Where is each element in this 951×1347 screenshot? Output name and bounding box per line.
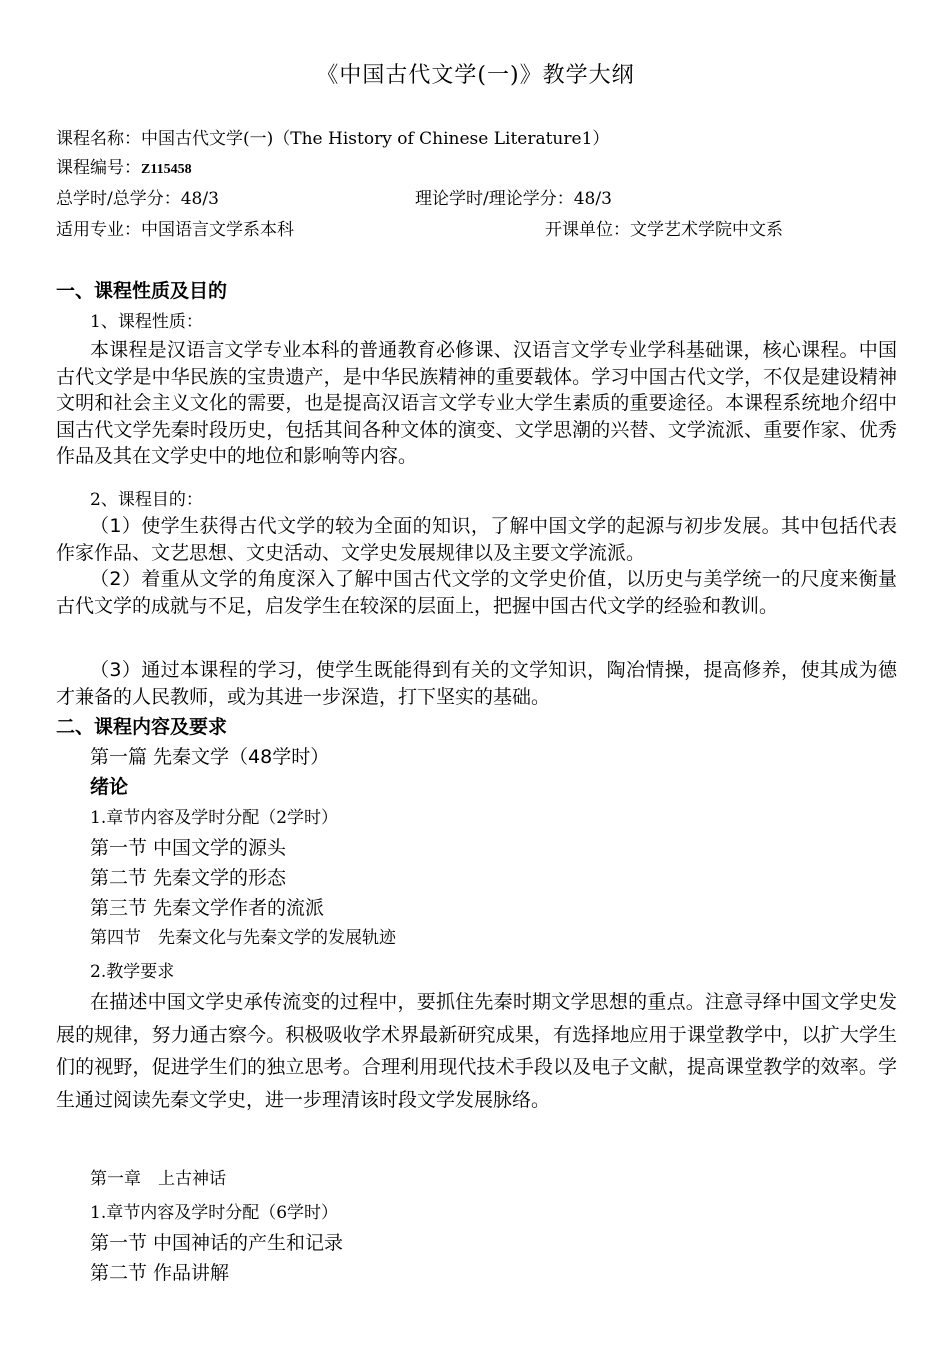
chapter-1-section-2: 第二节 作品讲解 — [90, 1262, 230, 1284]
nature-paragraph: 本课程是汉语言文学专业本科的普通教育必修课、汉语言文学专业学科基础课，核心课程。中国古代文学是中华民族的宝贵遗产，是中华民族精神的重要载体。学习中国古代文学，不仅是建设精神文明和社会主义文化的需要，也是提高汉语言文学专业大学生素质的重要途径。本课程系统地介绍中国古代文学先秦时段历史，包括其间各种文体的演变、文学思潮的兴替、文学流派、重要作家、优秀作品及其在文学史中的地位和影响等内容。 — [56, 339, 897, 467]
intro-heading: 绪论 — [90, 776, 129, 798]
intro-section-4: 第四节 先秦文化与先秦文学的发展轨迹 — [90, 928, 396, 948]
intro-section-3: 第三节 先秦文学作者的流派 — [90, 897, 325, 919]
goal-item-1: （1）使学生获得古代文学的较为全面的知识，了解中国文学的起源与初步发展。其中包括代表作家作品、文艺思想、文史活动、文学史发展规律以及主要文学流派。 — [56, 515, 897, 564]
document-title: 《中国古代文学(一)》教学大纲 — [316, 63, 635, 88]
offering-department: 开课单位：文学艺术学院中文系 — [545, 220, 783, 240]
theory-hours: 理论学时/理论学分：48/3 — [415, 189, 612, 209]
chapter-1-section-1: 第一节 中国神话的产生和记录 — [90, 1232, 344, 1254]
goal-item-3: （3）通过本课程的学习，使学生既能得到有关的文学知识，陶冶情操，提高修养，使其成为德才兼备的人民教师，或为其进一步深造，打下坚实的基础。 — [56, 659, 897, 708]
teaching-requirements-label: 2.教学要求 — [90, 962, 175, 982]
course-name: 课程名称：中国古代文学(一)（The History of Chinese Literature1） — [56, 129, 610, 149]
section-heading-2: 二、课程内容及要求 — [56, 716, 228, 738]
goal-item-2: （2）着重从文学的角度深入了解中国古代文学的文学史价值，以历史与美学统一的尺度来衡量古代文学的成就与不足，启发学生在较深的层面上，把握中国古代文学的经验和教训。 — [56, 568, 897, 617]
course-code — [56, 153, 192, 178]
part-title: 第一篇 先秦文学（48学时） — [90, 746, 330, 768]
intro-section-1: 第一节 中国文学的源头 — [90, 837, 287, 859]
section-heading-1: 一、课程性质及目的 — [56, 280, 228, 302]
chapter-1-allocation: 1.章节内容及学时分配（6学时） — [90, 1203, 339, 1223]
applicable-major: 适用专业：中国语言文学系本科 — [56, 220, 294, 240]
total-hours: 总学时/总学分：48/3 — [56, 189, 219, 209]
goal-label: 2、课程目的： — [90, 490, 203, 510]
course-code-label: 课程编号： — [56, 158, 141, 178]
nature-label: 1、课程性质： — [90, 312, 203, 332]
intro-allocation: 1.章节内容及学时分配（2学时） — [90, 808, 339, 828]
intro-section-2: 第二节 先秦文学的形态 — [90, 867, 287, 889]
teaching-requirements-paragraph: 在描述中国文学史承传流变的过程中，要抓住先秦时期文学思想的重点。注意寻绎中国文学史发展的规律，努力通古察今。积极吸收学术界最新研究成果，有选择地应用于课堂教学中，以扩大学生们的视野，促进学生们的独立思考。合理利用现代技术手段以及电子文献，提高课堂教学的效率。学生通过阅读先秦文学史，进一步理清该时段文学发展脉络。 — [56, 991, 897, 1111]
chapter-1-title: 第一章 上古神话 — [90, 1169, 226, 1189]
course-code-value: Z115458 — [141, 162, 192, 177]
